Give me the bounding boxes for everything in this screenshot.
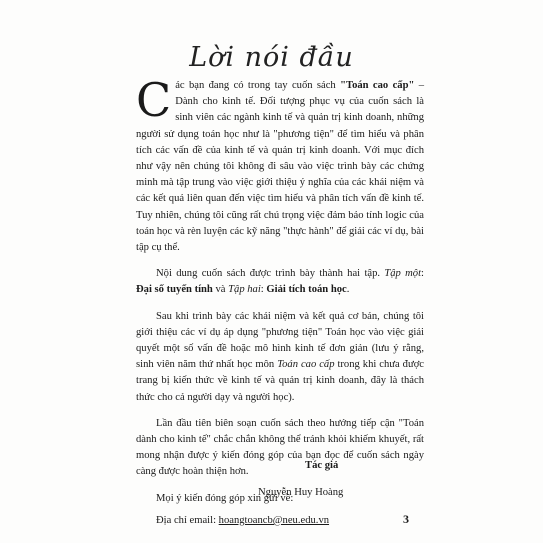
paragraph-intro bbox=[136, 73, 424, 256]
paragraph-text: : bbox=[421, 268, 424, 280]
paragraph-text: Nội dung cuốn sách được trình bày thành hai tập. bbox=[156, 268, 385, 280]
preface-body bbox=[136, 73, 425, 529]
course-name: Toán cao cấp bbox=[277, 359, 335, 371]
page-heading: Lời nói đầu bbox=[189, 42, 354, 73]
paragraph-examples bbox=[136, 309, 424, 406]
paragraph-text: trong khi chưa được trang bị kiến thức về kinh tế và quản trị kinh doanh, đây là thách thức cho cả người dạy và người học). bbox=[136, 359, 425, 403]
contact-email-line bbox=[136, 513, 424, 529]
paragraph-text: – Dành cho kinh tế. Đối tượng phục vụ của cuốn sách là sinh viên các ngành kinh tế và quản trị kinh doanh, những người sử dụng toán học như là "phương tiện" để tìm hiểu và phân tích các vấn đề của kinh tế và quản trị kinh doanh. Với mục đích như vậy nên chúng tôi không đi sâu vào việc trình bày các chứng minh mà tập trung vào việc giới thiệu ý nghĩa của các khái niệm và các kết quả liên quan đến việc tìm hiểu và phân tích vấn đề kinh tế. Tuy nhiên, chúng tôi cũng rất chú trọng việc đảm bảo tính logic của toán học và rèn luyện các kỹ năng "thực hành" để giải các ví dụ, bài tập cụ thể. bbox=[136, 80, 424, 254]
volume-two-label: Tập hai bbox=[228, 284, 261, 296]
page-number: 3 bbox=[403, 512, 409, 526]
volume-one-title: Đại số tuyến tính bbox=[136, 284, 213, 296]
drop-cap: C bbox=[136, 73, 172, 127]
paragraph-text: Sau khi trình bày các khái niệm và kết quả cơ bản, chúng tôi giới thiệu các ví dụ áp dụng "phương tiện" Toán học vào việc giải quyết một số vấn đề hoặc mô hình kinh tế đơn giản (lưu ý rằng, sinh viên năm thứ nhất học môn bbox=[136, 310, 424, 371]
paragraph-text: : bbox=[260, 284, 267, 296]
paragraph-text: và bbox=[212, 284, 229, 296]
paragraph-volumes bbox=[136, 266, 424, 298]
author-name: Nguyễn Huy Hoàng bbox=[258, 487, 344, 498]
paragraph-text: . bbox=[346, 284, 350, 296]
signature-label: Tác giả bbox=[305, 460, 339, 471]
paragraph-text: ác bạn đang có trong tay cuốn sách bbox=[175, 80, 341, 91]
volume-one-label: Tập một bbox=[384, 268, 422, 280]
volume-two-title: Giải tích toán học bbox=[266, 284, 347, 296]
email-label: Địa chỉ email: bbox=[156, 514, 219, 526]
email-link[interactable]: hoangtoancb@neu.edu.vn bbox=[218, 514, 330, 526]
paragraph-feedback: Lần đầu tiên biên soạn cuốn sách theo hướng tiếp cận "Toán dành cho kinh tế" chắc chắn không thể tránh khỏi khiếm khuyết, rất mong nhận được ý kiến đóng góp của bạn đọc để cuốn sách ngày càng được hoàn thiện hơn. bbox=[136, 417, 424, 478]
contact-intro: Mọi ý kiến đóng góp xin gửi về: bbox=[156, 492, 294, 504]
book-title: "Toán cao cấp" bbox=[340, 80, 415, 91]
